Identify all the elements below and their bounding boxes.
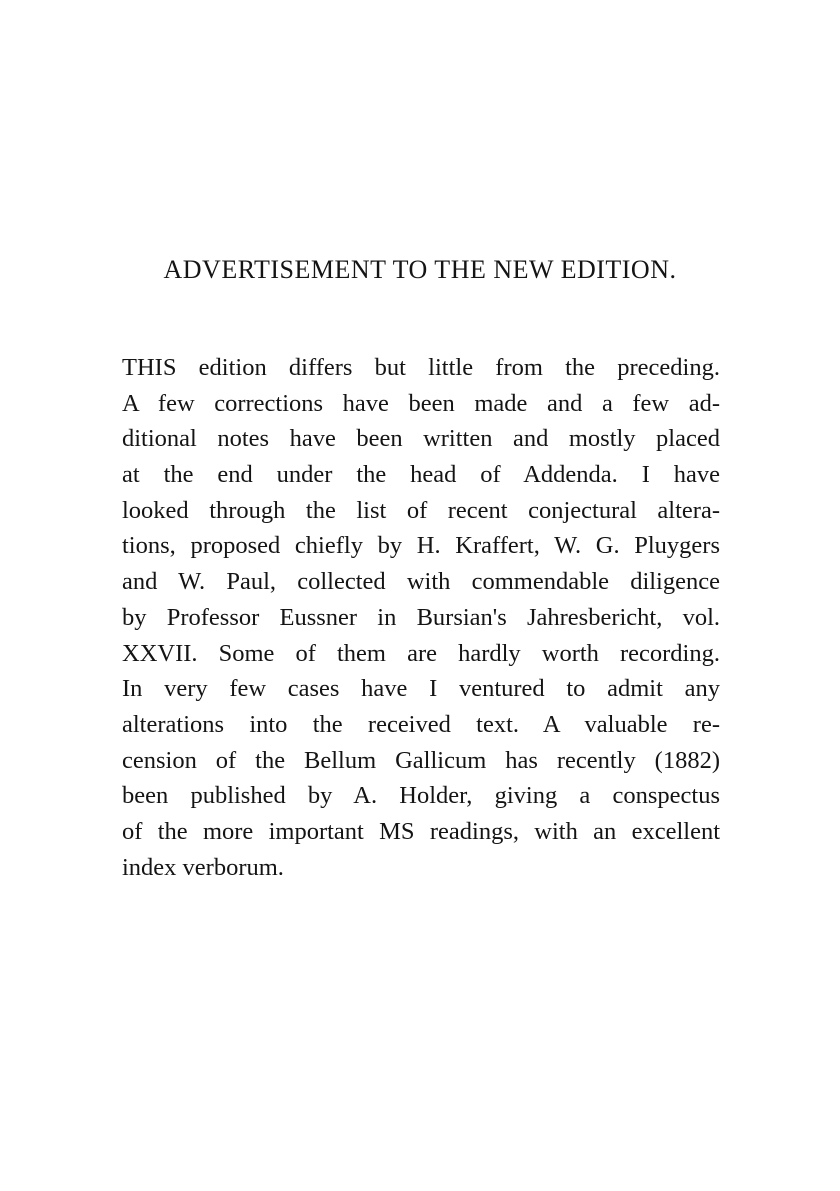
paragraph-line: at the end under the head of Addenda. I have (122, 461, 720, 489)
paragraph-line: A few corrections have been made and a few ad- (122, 389, 720, 417)
paragraph-line: looked through the list of recent conjectural altera- (122, 496, 720, 524)
paragraph-line: ditional notes have been written and mostly placed (122, 425, 720, 453)
paragraph-line: XXVII. Some of them are hardly worth recording. (122, 639, 720, 667)
paragraph-line: of the more important MS readings, with an excellent (122, 817, 720, 845)
paragraph-line: In very few cases have I ventured to admit any (122, 675, 720, 703)
advertisement-paragraph (122, 350, 720, 885)
paragraph-line: by Professor Eussner in Bursian's Jahresbericht, vol. (122, 603, 720, 631)
paragraph-line: cension of the Bellum Gallicum has recently (1882) (122, 746, 720, 774)
page-title: ADVERTISEMENT TO THE NEW EDITION. (163, 255, 677, 284)
paragraph-line: and W. Paul, collected with commendable diligence (122, 568, 720, 596)
paragraph-line: been published by A. Holder, giving a conspectus (122, 782, 720, 810)
paragraph-line: index verborum. (122, 853, 284, 881)
paragraph-line: THIS edition differs but little from the preceding. (122, 354, 720, 381)
paragraph-line: alterations into the received text. A valuable re- (122, 710, 720, 738)
paragraph-line: tions, proposed chiefly by H. Kraffert, W. G. Pluygers (122, 532, 720, 560)
